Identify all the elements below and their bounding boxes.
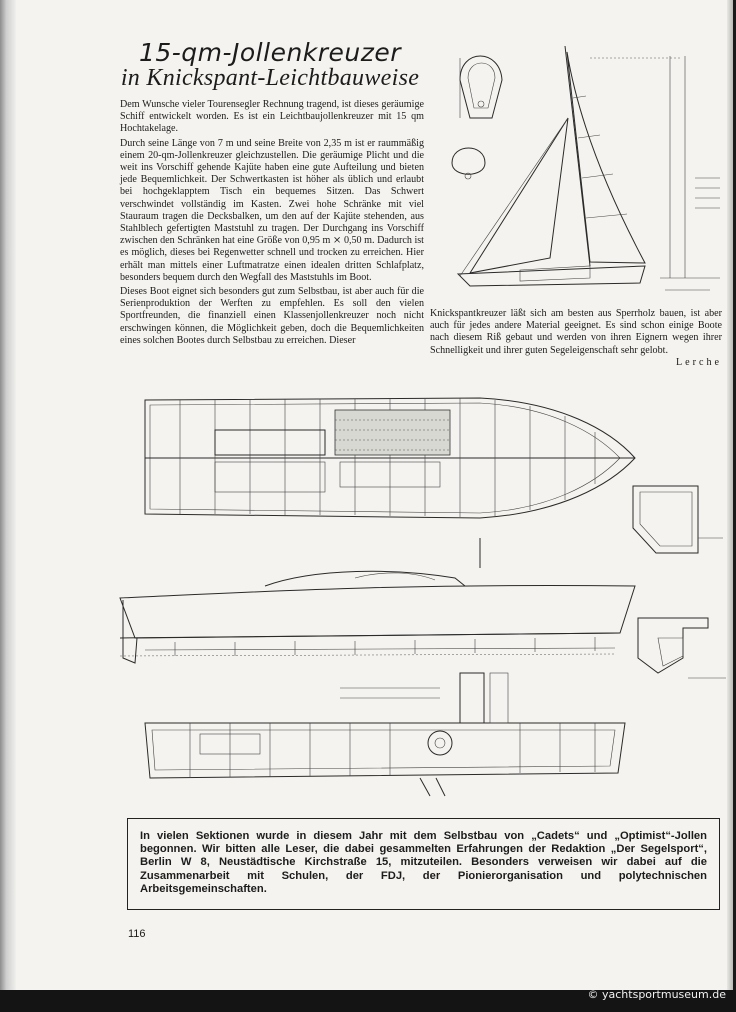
article-body-left — [120, 99, 424, 349]
title-line-2: in Knickspant-Leichtbauweise — [120, 65, 420, 92]
paragraph: Dieses Boot eignet sich besonders gut zum Selbstbau, ist aber auch für die Serienproduktion der Werften zu empfehlen. Es soll den vielen Sportfreunden, die finanziell einen Klassenjollenkreuzer noch nicht erschwingen können, die Möglichkeit geben, doch die Bequemlichkeiten eines solchen Bootes durch Selbstbau zu erreichen. Dieser — [120, 286, 424, 346]
article-title — [120, 40, 420, 91]
notice-text: In vielen Sektionen wurde in diesem Jahr mit dem Selbstbau von „Cadets“ und „Optimist“-Jollen begonnen. Wir bitten alle Leser, die dabei gesammelten Erfahrungen der Redaktion „Der Segelsport“, Berlin W 8, Neustädtische Kirchstraße 15, mitzuteilen. Besonders verweisen wir dabei auf die Zusammenarbeit mit Schulen, der FDJ, der Pionierorganisation und polytechnischen Arbeitsgemeinschaften. — [140, 830, 707, 895]
deck-plan-drawing — [140, 380, 640, 530]
paragraph: Durch seine Länge von 7 m und seine Breite von 2,35 m ist er raummäßig einem 20-qm-Jollenkreuzer gleichzustellen. Die geräumige Plicht und die weit ins Vorschiff gehende Kajüte haben eine gute Aufteilung und bieten jede Bequemlichkeit. Der Schwertkasten ist höher als üblich und erlaubt bei hochgeklapptem Tisch ein bequemes Sitzen. Das Schwert verschwindet vollständig im Kasten. Zwei hohe Schränke mit viel Stauraum tragen die Decksbalken, um den auf der Kajüte stehenden, aus Stahlblech gefertigten Maststuhl zu tragen. Der Durchgang ins Vorschiff zwischen den Schränken hat eine Größe von 0,95 m ⨯ 0,50 m. Dadurch ist es möglich, dieses bei Regenwetter schnell und trocken zu erreichen. Hier erhält man mittels einer Luftmatratze einen idealen dritten Schlafplatz, besonders bequem durch den Wegfall des Maststuhls im Boot. — [120, 137, 424, 283]
construction-section-drawing — [140, 668, 630, 798]
author-signature: Lerche — [675, 356, 722, 368]
article-body-right — [430, 308, 722, 369]
title-line-1: 15-qm-Jollenkreuzer — [138, 38, 402, 67]
paragraph: Dem Wunsche vieler Tourensegler Rechnung tragend, ist dieses geräumige Schiff entwickelt worden. Es ist ein Leichtbaujollenkreuzer mit 15 qm Hochtakelage. — [120, 99, 424, 135]
paragraph-continuation: Knickspantkreuzer läßt sich am besten aus Sperrholz bauen, ist aber auch für jedes andere Material geeignet. Es sind schon einige Boote nach diesem Riß gebaut und werden von ihren Eignern wegen ihrer Schnelligkeit und ihrer guten Segeleigenschaft sehr gelobt. — [430, 308, 722, 356]
page-number: 116 — [128, 928, 146, 940]
side-profile-drawing — [115, 538, 645, 688]
page-spine-shadow — [0, 0, 16, 990]
copyright-credit: © yachtsportmuseum.de — [587, 988, 726, 1001]
editorial-notice-box — [127, 818, 720, 910]
sail-plan-drawing — [440, 38, 730, 306]
